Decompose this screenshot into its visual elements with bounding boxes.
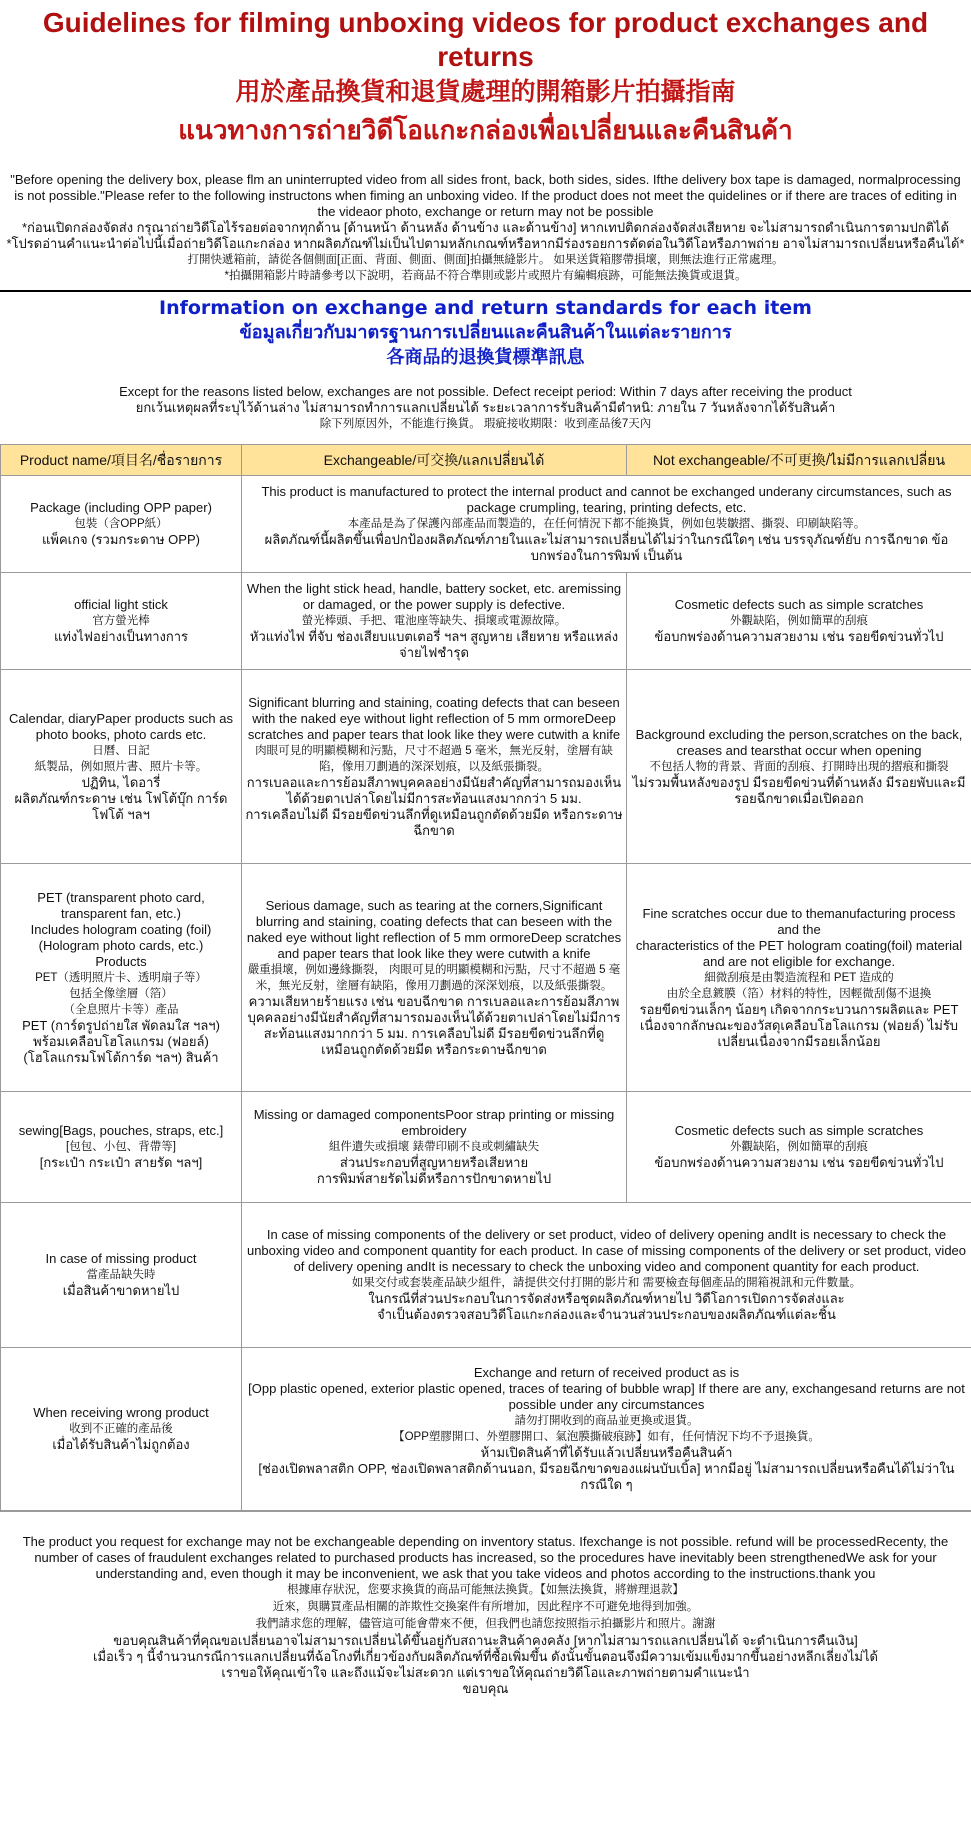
intro-en: "Before opening the delivery box, please flm an uninterrupted video from all sides front, back, both sides, sides. Ifthe delivery box tape is damaged, normalprocessing is not possible."Please refer to the following instructons when fiming an unboxing video. If the product does not meet the quidelines or if there are traces of editing in the videaor photo, exchange or return may not be possible — [10, 172, 961, 219]
section-title-zh: 各商品的退換貨標準訊息 — [386, 347, 585, 368]
section-heading — [0, 292, 971, 370]
intro-zh-2: *拍攝開箱影片時請參考以下說明，若商品不符合準則或影片或照片有編輯痕跡，可能無法換貨或退貨。 — [224, 270, 747, 282]
footer-th-1: ขอบคุณสินค้าที่คุณขอเปลี่ยนอาจไม่สามารถเปลี่ยนได้ขึ้นอยู่กับสถานะสินค้าคงคลัง [หากไม่สามารถแลกเปลี่ยนได้ จะดำเนินการคืนเงิน] — [113, 1633, 858, 1648]
intro-th-1: *ก่อนเปิดกล่องจัดส่ง กรุณาถ่ายวิดีโอไร้รอยต่อจากทุกด้าน [ด้านหน้า ด้านหลัง ด้านข้าง และด้านข้าง] หากเทปติดกล่องจัดส่งเสียหาย จะไม่สามารถดำเนินการตามปกติได้ — [21, 220, 950, 235]
page-title-en: Guidelines for filming unboxing videos for product exchanges and returns — [42, 7, 929, 72]
cell-merged-info: In case of missing components of the delivery or set product, video of delivery opening andIt is necessary to check the unboxing video and component quantity for each product. In case of missing components of the delivery or set product, video of delivery opening andIt is necessary to check the unboxing video and component quantity for each product. 如果交付或套裝產品缺少組件，請提供交付打開的影片和 需要檢查每個產品的開箱視訊和元件數量。 ในกรณีที่ส่วนประกอบในการจัดส่งหรือชุดผลิตภัณฑ์หายไป วิดีโอการเปิดการจัดส่งและ จำเป็นต้องตรวจสอบวิดีโอแกะกล่องและจำนวนส่วนประกอบของผลิตภัณฑ์แต่ละชิ้น — [242, 1203, 971, 1348]
cell-not-exchangeable: Cosmetic defects such as simple scratches 外觀缺陷，例如簡單的刮痕 ข้อบกพร่องด้านความสวยงาม เช่น รอยขีดข่วนทั่วไป — [627, 573, 971, 670]
section-title-en: Information on exchange and return standards for each item — [159, 297, 812, 319]
intro-zh-1: 打開快遞箱前，請從各個側面[正面、背面、側面、側面]拍攝無縫影片。 如果送貨箱膠帶損壞，則無法進行正常處理。 — [187, 254, 784, 266]
closing-notice — [0, 1511, 971, 1701]
cell-product-name: PET (transparent photo card, transparent fan, etc.) Includes hologram coating (foil) (Hologram photo cards, etc.) Products PET（透明照片卡、透明扇子等） 包括全像塗層（箔） （全息照片卡等）產品 PET (การ์ดรูปถ่ายใส พัดลมใส ฯลฯ) พร้อมเคลือบโฮโลแกรม (ฟอยล์) (โฮโลแกรมโฟโต้การ์ด ฯลฯ) สินค้า — [1, 864, 242, 1092]
cell-product-name: sewing[Bags, pouches, straps, etc.] [包包、小包、背帶等] [กระเป๋า กระเป๋า สายรัด ฯลฯ] — [1, 1092, 242, 1203]
exchange-standards-table — [0, 444, 971, 1511]
table-header-row — [1, 445, 971, 476]
cell-product-name: Calendar, diaryPaper products such as photo books, photo cards etc. 日曆、日記 紙製品，例如照片書、照片卡等。 ปฏิทิน, ไดอารี่ ผลิตภัณฑ์กระดาษ เช่น โฟโต้บุ๊ก การ์ดโฟโต้ ฯลฯ — [1, 670, 242, 864]
footer-th-2: เมื่อเร็ว ๆ นี้จำนวนกรณีการแลกเปลี่ยนที่ฉ้อโกงที่เกี่ยวข้องกับผลิตภัณฑ์ที่ซื้อเพิ่มขึ้น ดังนั้นขั้นตอนจึงมีความเข้มแข็งมากขึ้นอย่างหลีกเลี่ยงไม่ได้ — [93, 1649, 878, 1664]
table-row — [1, 1203, 971, 1348]
policy-en: Except for the reasons listed below, exchanges are not possible. Defect receipt period: Within 7 days after receiving the product — [119, 384, 852, 399]
cell-not-exchangeable: Cosmetic defects such as simple scratches 外觀缺陷，例如簡單的刮痕 ข้อบกพร่องด้านความสวยงาม เช่น รอยขีดข่วนทั่วไป — [627, 1092, 971, 1203]
cell-product-name: When receiving wrong product 收到不正確的產品後 เมื่อได้รับสินค้าไม่ถูกต้อง — [1, 1348, 242, 1511]
header-product-name: Product name/項目名/ชื่อรายการ — [1, 445, 242, 476]
footer-zh-2: 近來，與購買產品相關的詐欺性交換案件有所增加，因此程序不可避免地得到加強。 — [272, 1601, 699, 1613]
section-title-th: ข้อมูลเกี่ยวกับมาตรฐานการเปลี่ยนและคืนสินค้าในแต่ละรายการ — [239, 322, 732, 343]
cell-exchangeable: Missing or damaged componentsPoor strap printing or missing embroidery 組件遺失或損壞 錶帶印刷不良或刺繡缺失 ส่วนประกอบที่สูญหายหรือเสียหาย การพิมพ์สายรัดไม่ดีหรือการปักขาดหายไป — [242, 1092, 627, 1203]
cell-not-exchangeable: Fine scratches occur due to themanufacturing process and the characteristics of the PET hologram coating(foil) material and are not eligible for exchange. 細微刮痕是由製造流程和 PET 造成的 由於全息鍍膜（箔）材料的特性，因輕微刮傷不退換 รอยขีดข่วนเล็กๆ น้อยๆ เกิดจากกระบวนการผลิตและ PET เนื่องจากลักษณะของวัสดุเคลือบโฮโลแกรม (ฟอยล์) ไม่รับเปลี่ยนเนื่องจากมีรอยเล็กน้อย — [627, 864, 971, 1092]
cell-merged-info: Exchange and return of received product as is [Opp plastic opened, exterior plastic opened, traces of tearing of bubble wrap] If there are any, exchangesand returns are not possible under any circumstances 請勿打開收到的商品並更換或退貨。 【OPP塑膠開口、外塑膠開口、氣泡膜撕破痕跡】如有，任何情況下均不予退換貨。 ห้ามเปิดสินค้าที่ได้รับแล้วเปลี่ยนหรือคืนสินค้า [ช่องเปิดพลาสติก OPP, ช่องเปิดพลาสติกด้านนอก, มีรอยฉีกขาดของแผ่นบับเบิ้ล] หากมีอยู่ ไม่สามารถเปลี่ยนหรือคืนได้ไม่ว่าในกรณีใด ๆ — [242, 1348, 971, 1511]
cell-exchangeable: When the light stick head, handle, battery socket, etc. aremissing or damaged, or the power supply is defective. 螢光棒頭、手把、電池座等缺失、損壞或電源故障。 หัวแท่งไฟ ที่จับ ช่องเสียบแบตเตอรี่ ฯลฯ สูญหาย เสียหาย หรือแหล่งจ่ายไฟชำรุด — [242, 573, 627, 670]
footer-zh-1: 根據庫存狀況，您要求換貨的商品可能無法換貨。【如無法換貨，將辦理退款】 — [287, 1584, 684, 1596]
intro-notice — [0, 150, 971, 288]
footer-th-3: เราขอให้คุณเข้าใจ และถึงแม้จะไม่สะดวก แต่เราขอให้คุณถ่ายวิดีโอและภาพถ่ายตามคำแนะนำ — [221, 1665, 750, 1680]
page-title-th: แนวทางการถ่ายวิดีโอแกะกล่องเพื่อเปลี่ยนและคืนสินค้า — [178, 116, 793, 146]
cell-product-name: In case of missing product 當產品缺失時 เมื่อสินค้าขาดหายไป — [1, 1203, 242, 1348]
cell-merged-info: This product is manufactured to protect the internal product and cannot be exchanged underany circumstances, such as package crumpling, tearing, printing defects, etc. 本產品是為了保護內部產品而製造的，在任何情況下都不能換貨，例如包裝皺摺、撕裂、印刷缺陷等。 ผลิตภัณฑ์นี้ผลิตขึ้นเพื่อปกป้องผลิตภัณฑ์ภายในและไม่สามารถเปลี่ยนได้ไม่ว่าในกรณีใดๆ เช่น บรรจุภัณฑ์ยับ การฉีกขาด ข้อบกพร่องในการพิมพ์ เป็นต้น — [242, 476, 971, 573]
footer-th-4: ขอบคุณ — [462, 1681, 509, 1696]
table-row — [1, 476, 971, 573]
header-not-exchangeable: Not exchangeable/不可更換/ไม่มีการแลกเปลี่ยน — [627, 445, 971, 476]
page-title-zh: 用於產品換貨和退貨處理的開箱影片拍攝指南 — [235, 77, 736, 106]
footer-zh-3: 我們請求您的理解，儘管這可能會帶來不便，但我們也請您按照指示拍攝影片和照片。謝謝 — [255, 1618, 716, 1630]
header-exchangeable: Exchangeable/可交換/แลกเปลี่ยนได้ — [242, 445, 627, 476]
table-row — [1, 1348, 971, 1511]
table-row — [1, 864, 971, 1092]
table-row — [1, 670, 971, 864]
table-row — [1, 573, 971, 670]
cell-exchangeable: Significant blurring and staining, coating defects that can beseen with the naked eye without light reflection of 5 mm ormoreDeep scratches and paper tears that look like they were cutwith a knife 肉眼可見的明顯模糊和污點，尺寸不超過 5 毫米，無光反射，塗層有缺陷，像用刀劃過的深深划痕，以及紙張撕裂。 การเบลอและการย้อมสีภาพบุคคลอย่างมีนัยสำคัญที่สามารถมองเห็นได้ด้วยตาเปล่าโดยไม่มีการสะท้อนแสงมากกว่า 5 มม. การเคลือบไม่ดี มีรอยขีดข่วนลึกที่ดูเหมือนถูกตัดด้วยมีด หรือกระดาษฉีกขาด — [242, 670, 627, 864]
page-header — [0, 0, 971, 150]
footer-en: The product you request for exchange may not be exchangeable depending on inventory status. Ifexchange is not possible. refund will be processedRecenty, the number of cases of fraudulent exchanges related to purchased products has increased, so the procedures have inevitably been strengthenedWe ask for your understanding and, even though it may be inconvenient, we ask that you take videos and photos according to the instructions.thank you — [22, 1534, 949, 1581]
intro-th-2: *โปรดอ่านคำแนะนำต่อไปนี้เมื่อถ่ายวิดีโอแกะกล่อง หากผลิตภัณฑ์ไม่เป็นไปตามหลักเกณฑ์หรือหากมีร่องรอยการตัดต่อในวิดีโอหรือภาพถ่าย อาจไม่สามารถเปลี่ยนหรือคืนได้* — [6, 236, 965, 251]
policy-th: ยกเว้นเหตุผลที่ระบุไว้ด้านล่าง ไม่สามารถทำการแลกเปลี่ยนได้ ระยะเวลาการรับสินค้ามีตำหนิ: ภายใน 7 วันหลังจากได้รับสินค้า — [135, 400, 836, 415]
cell-product-name: official light stick 官方螢光棒 แท่งไฟอย่างเป็นทางการ — [1, 573, 242, 670]
policy-zh: 除下列原因外，不能進行換貨。 瑕疵接收期限：收到產品後7天內 — [319, 418, 652, 430]
cell-not-exchangeable: Background excluding the person,scratches on the back, creases and tearsthat occur when opening 不包括人物的背景、背面的刮痕、打開時出現的摺痕和撕裂 ไม่รวมพื้นหลังของรูป มีรอยขีดข่วนที่ด้านหลัง มีรอยพับและมีรอยฉีกขาดเมื่อเปิดออก — [627, 670, 971, 864]
policy-notice — [0, 370, 971, 444]
cell-product-name: Package (including OPP paper) 包裝（含OPP紙） แพ็คเกจ (รวมกระดาษ OPP) — [1, 476, 242, 573]
table-row — [1, 1092, 971, 1203]
cell-exchangeable: Serious damage, such as tearing at the corners,Significant blurring and staining, coating defects that can beseen with the naked eye without light reflection of 5 mm ormoreDeep scratches and paper tears that look like they were cutwith a knife 嚴重損壞，例如邊緣撕裂， 肉眼可見的明顯模糊和污點，尺寸不超過 5 毫米，無光反射，塗層有缺陷，像用刀劃過的深深划痕，以及紙張撕裂。 ความเสียหายร้ายแรง เช่น ขอบฉีกขาด การเบลอและการย้อมสีภาพบุคคลอย่างมีนัยสำคัญที่สามารถมองเห็นได้ด้วยตาเปล่าโดยไม่มีการ สะท้อนแสงมากกว่า 5 มม. การเคลือบไม่ดี มีรอยขีดข่วนลึกที่ดูเหมือนถูกตัดด้วยมีด หรือกระดาษฉีกขาด — [242, 864, 627, 1092]
